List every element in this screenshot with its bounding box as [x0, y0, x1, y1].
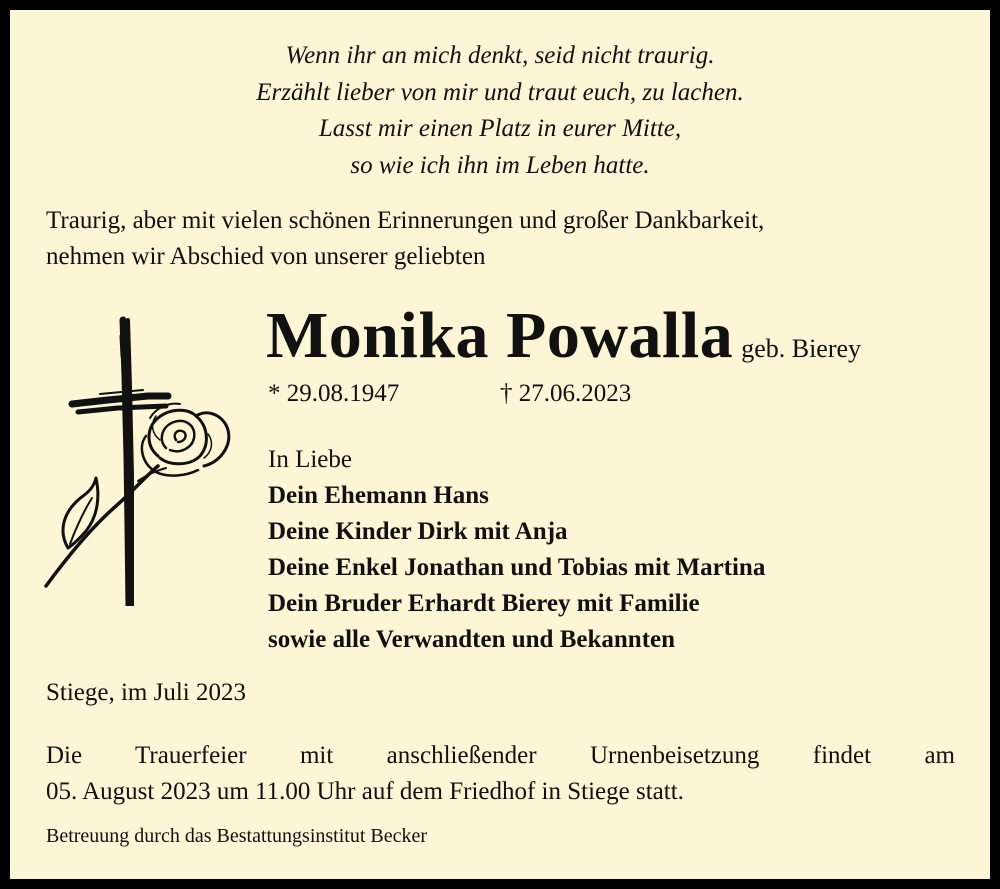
- ceremony-line: Die Trauerfeier mit anschließender Urnenbeisetzung findet am: [46, 742, 955, 769]
- ceremony-info: [46, 738, 955, 810]
- maiden-name: geb. Bierey: [741, 334, 862, 363]
- poem-line: Wenn ihr an mich denkt, seid nicht traurig.: [285, 42, 715, 69]
- intro-line: nehmen wir Abschied von unserer geliebten: [46, 243, 486, 270]
- family-member: Deine Kinder Dirk mit Anja: [268, 518, 568, 545]
- poem-line: so wie ich ihn im Leben hatte.: [350, 151, 650, 179]
- poem-line: Erzählt lieber von mir und traut euch, zu lachen.: [256, 78, 744, 106]
- family-member: Dein Ehemann Hans: [268, 482, 489, 509]
- family-list: [268, 442, 765, 658]
- family-member: Deine Enkel Jonathan und Tobias mit Martina: [268, 554, 766, 581]
- poem-line: Lasst mir einen Platz in eurer Mitte,: [318, 115, 682, 142]
- life-dates: [268, 380, 632, 408]
- undertaker-note: Betreuung durch das Bestattungsinstitut Becker: [46, 825, 428, 847]
- death-date: † 27.06.2023: [500, 380, 632, 407]
- cross-with-rose-icon: [38, 316, 248, 606]
- deceased-name-row: [266, 296, 861, 376]
- intro-text: [46, 203, 958, 275]
- family-member: sowie alle Verwandten und Bekannten: [268, 626, 676, 653]
- obituary-card: [10, 10, 990, 879]
- place-date: Stiege, im Juli 2023: [46, 679, 246, 706]
- family-member: Dein Bruder Erhardt Bierey mit Familie: [268, 590, 700, 617]
- deceased-name: Monika Powalla: [266, 299, 734, 372]
- poem: [10, 38, 990, 184]
- birth-date: * 29.08.1947: [268, 380, 400, 407]
- ceremony-line: 05. August 2023 um 11.00 Uhr auf dem Friedhof in Stiege statt.: [46, 778, 684, 805]
- intro-line: Traurig, aber mit vielen schönen Erinnerungen und großer Dankbarkeit,: [46, 207, 765, 234]
- family-opening: In Liebe: [268, 446, 352, 473]
